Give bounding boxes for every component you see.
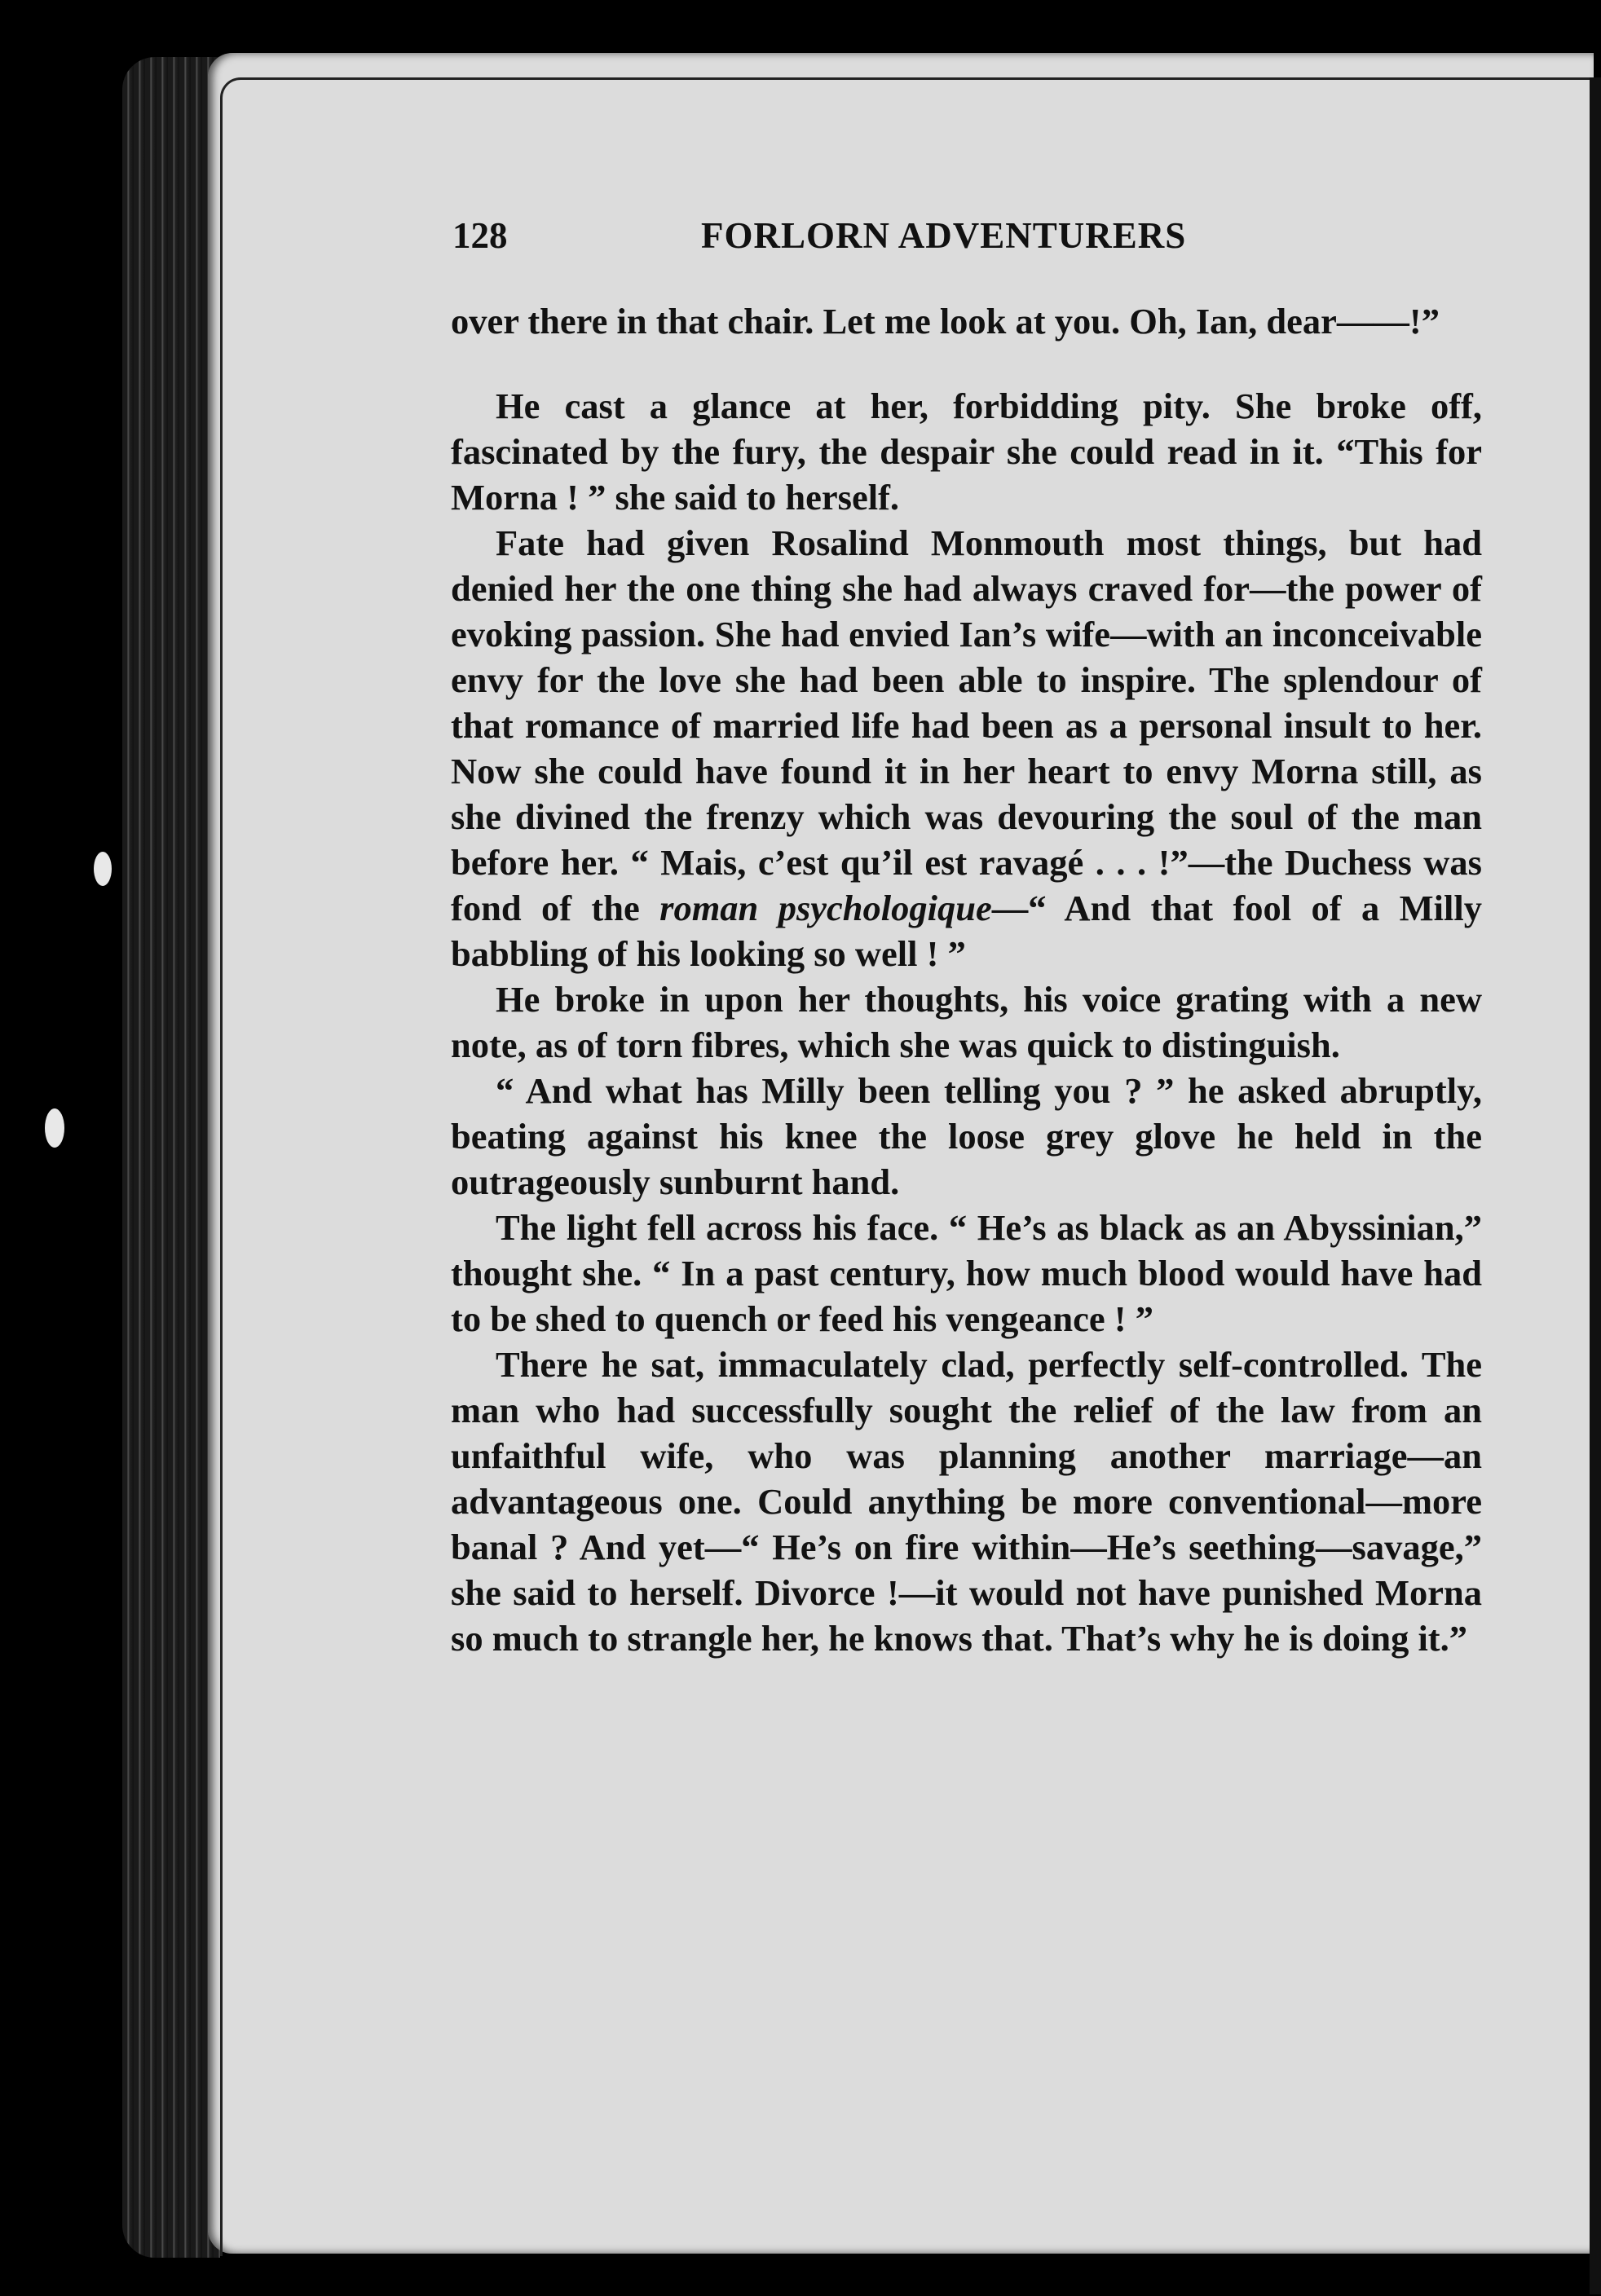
paragraph-text: Fate had given Rosalind Monmouth most things, but had denied her the one thing she had always craved for—the power of evoking passion. She had envied Ian’s wife—with an inconceivable envy for the love she had been able to inspire. The splendour of that romance of married life had been as a personal insult to her. Now she could have found it in her heart to envy Morna still, as she divined the frenzy which was devouring the soul of the man before her. “ Mais, c’est qu’il est ravagé . . . !”—the Duchess was fond of the bbox=[451, 522, 1482, 928]
dust-speck bbox=[45, 1108, 64, 1148]
paragraph bbox=[451, 520, 1482, 976]
paragraph: “ And what has Milly been telling you ? ” he asked abruptly, beating against his knee the loose grey glove he held in the outrageously sunburnt hand. bbox=[451, 1070, 1482, 1202]
body-text bbox=[451, 298, 1482, 1661]
paragraph-text: —“ And that fool of a Milly babbling of his looking so well ! ” bbox=[451, 888, 1482, 974]
paragraph: There he sat, immaculately clad, perfectly self-controlled. The man who had successfully sought the relief of the law from an unfaithful wife, who was planning another marriage—an advantageous one. Could anything be more conventional—more banal ? And yet—“ He’s on fire within—He’s seething—savage,” she said to herself. Divorce !—it would not have punished Morna so much to strangle her, he knows that. That’s why he is doing it.” bbox=[451, 1344, 1482, 1659]
paragraph: He broke in upon her thoughts, his voice grating with a new note, as of torn fibres, which she was quick to distinguish. bbox=[451, 979, 1482, 1065]
book-edge bbox=[122, 57, 220, 2258]
paragraph: He cast a glance at her, forbidding pity. She broke off, fascinated by the fury, the despair she could read in it. “This for Morna ! ” she said to herself. bbox=[451, 386, 1482, 518]
right-edge bbox=[1590, 77, 1601, 2294]
page-number: 128 bbox=[452, 215, 508, 256]
italic-phrase: roman psychologique bbox=[659, 888, 992, 928]
running-title: FORLORN ADVENTURERS bbox=[701, 215, 1187, 256]
paragraph: over there in that chair. Let me look at you. Oh, Ian, dear——!” bbox=[451, 301, 1440, 342]
dust-speck bbox=[94, 852, 112, 886]
running-header bbox=[452, 214, 1480, 263]
paragraph: The light fell across his face. “ He’s as black as an Abyssinian,” thought she. “ In a past century, how much blood would have had to be shed to quench or feed his vengeance ! ” bbox=[451, 1207, 1482, 1339]
